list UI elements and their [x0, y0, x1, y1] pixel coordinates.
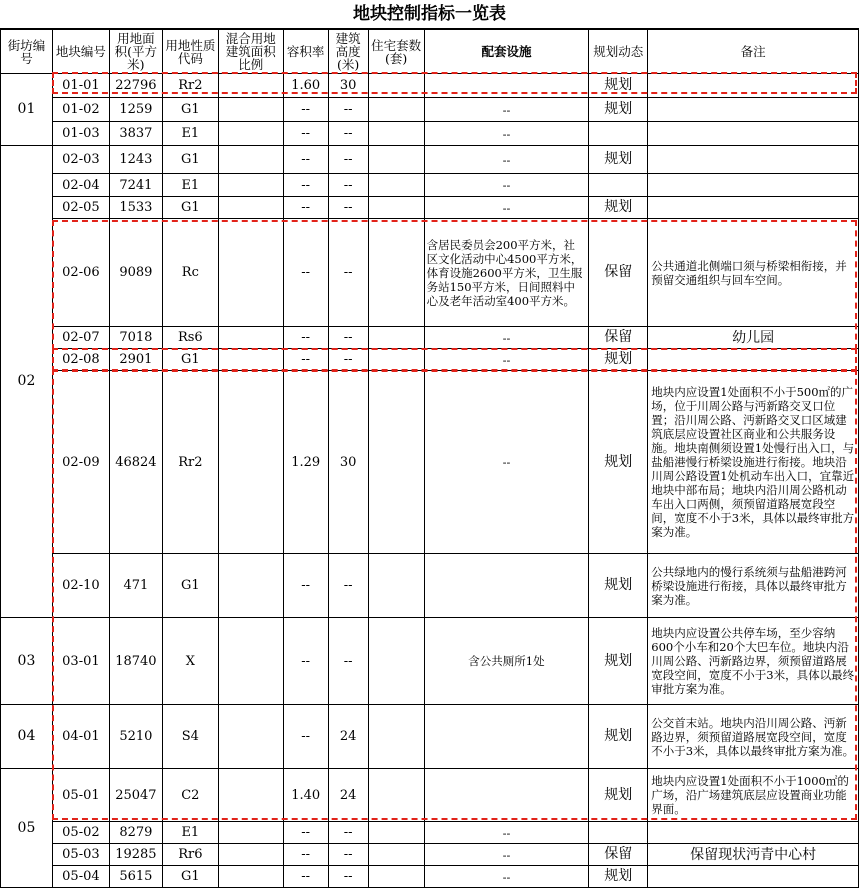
cell-facilities: -- [424, 371, 589, 554]
cell-facilities: -- [424, 327, 589, 349]
cell-height: -- [328, 822, 368, 844]
cell-plot-id: 01-01 [52, 74, 109, 98]
cell-housing-units [368, 146, 424, 174]
cell-area: 22796 [109, 74, 162, 98]
cell-housing-units [368, 554, 424, 618]
cell-use-code: G1 [162, 146, 218, 174]
table-row [1, 705, 859, 769]
block-id: 05 [1, 769, 53, 888]
cell-mix-ratio [218, 371, 283, 554]
cell-mix-ratio [218, 219, 283, 327]
cell-far: -- [283, 866, 328, 888]
cell-housing-units [368, 769, 424, 822]
cell-facilities: -- [424, 98, 589, 122]
cell-mix-ratio [218, 327, 283, 349]
cell-facilities: 含居民委员会200平方米，社区文化活动中心4500平方米，体育设施2600平方米，卫生服务站150平方米，日间照料中心及老年活动室400平方米。 [424, 219, 589, 327]
col-header-area: 用地面积(平方米) [109, 30, 162, 74]
cell-facilities: -- [424, 822, 589, 844]
cell-far: -- [283, 174, 328, 197]
cell-status [589, 822, 648, 844]
cell-housing-units [368, 197, 424, 219]
cell-area: 1533 [109, 197, 162, 219]
table-row [1, 122, 859, 146]
cell-use-code: Rc [162, 219, 218, 327]
cell-far: 1.60 [283, 74, 328, 98]
table-row [1, 327, 859, 349]
table-row [1, 371, 859, 554]
table-body [1, 74, 859, 888]
cell-use-code: G1 [162, 554, 218, 618]
block-id: 03 [1, 618, 53, 705]
cell-area: 5615 [109, 866, 162, 888]
cell-far: -- [283, 705, 328, 769]
cell-status: 规划 [589, 349, 648, 371]
cell-mix-ratio [218, 74, 283, 98]
table-row [1, 219, 859, 327]
block-id: 04 [1, 705, 53, 769]
table-row [1, 554, 859, 618]
col-header-status: 规划动态 [589, 30, 648, 74]
cell-height: -- [328, 122, 368, 146]
cell-status: 规划 [589, 98, 648, 122]
cell-facilities: -- [424, 174, 589, 197]
cell-facilities: -- [424, 844, 589, 866]
table-row [1, 822, 859, 844]
cell-housing-units [368, 844, 424, 866]
cell-status: 规划 [589, 197, 648, 219]
cell-far: 1.29 [283, 371, 328, 554]
cell-use-code: Rr2 [162, 371, 218, 554]
cell-height: -- [328, 866, 368, 888]
cell-mix-ratio [218, 98, 283, 122]
col-header-notes: 备注 [648, 30, 859, 74]
header-row [1, 30, 859, 74]
cell-far: -- [283, 146, 328, 174]
block-id: 02 [1, 146, 53, 618]
cell-height: 24 [328, 705, 368, 769]
table-row [1, 618, 859, 705]
cell-mix-ratio [218, 122, 283, 146]
cell-status: 规划 [589, 769, 648, 822]
cell-plot-id: 05-01 [52, 769, 109, 822]
cell-mix-ratio [218, 618, 283, 705]
cell-housing-units [368, 371, 424, 554]
cell-use-code: E1 [162, 174, 218, 197]
cell-height: -- [328, 844, 368, 866]
cell-housing-units [368, 74, 424, 98]
cell-note: 保留现状沔青中心村 [648, 844, 859, 866]
cell-area: 471 [109, 554, 162, 618]
cell-note [648, 146, 859, 174]
cell-far: -- [283, 197, 328, 219]
cell-housing-units [368, 122, 424, 146]
col-header-block: 街坊编号 [1, 30, 53, 74]
block-id: 01 [1, 74, 53, 146]
cell-mix-ratio [218, 705, 283, 769]
cell-use-code: X [162, 618, 218, 705]
cell-facilities [424, 74, 589, 98]
cell-note [648, 866, 859, 888]
cell-mix-ratio [218, 197, 283, 219]
cell-far: -- [283, 327, 328, 349]
cell-use-code: G1 [162, 197, 218, 219]
cell-status: 规划 [589, 554, 648, 618]
cell-use-code: G1 [162, 98, 218, 122]
cell-area: 1243 [109, 146, 162, 174]
cell-facilities: -- [424, 197, 589, 219]
cell-note [648, 174, 859, 197]
cell-area: 1259 [109, 98, 162, 122]
cell-area: 3837 [109, 122, 162, 146]
cell-height: -- [328, 349, 368, 371]
cell-note: 地块内应设置公共停车场，至少容纳600个小车和20个大巴车位。地块内沿川周公路、沔新路边界，须预留道路展宽段空间，宽度不小于3米，具体以最终审批方案为准。 [648, 618, 859, 705]
cell-use-code: G1 [162, 349, 218, 371]
cell-facilities: -- [424, 866, 589, 888]
cell-status: 规划 [589, 371, 648, 554]
cell-height: 30 [328, 371, 368, 554]
table-row [1, 74, 859, 98]
table-row [1, 98, 859, 122]
cell-far: -- [283, 122, 328, 146]
table-row [1, 769, 859, 822]
cell-mix-ratio [218, 866, 283, 888]
cell-note: 公共绿地内的慢行系统须与盐船港跨河桥梁设施进行衔接，具体以最终审批方案为准。 [648, 554, 859, 618]
cell-far: -- [283, 618, 328, 705]
cell-plot-id: 02-04 [52, 174, 109, 197]
cell-area: 7241 [109, 174, 162, 197]
cell-far: -- [283, 349, 328, 371]
cell-note [648, 98, 859, 122]
col-header-height: 建筑高度(米) [328, 30, 368, 74]
table-row [1, 174, 859, 197]
cell-housing-units [368, 822, 424, 844]
cell-plot-id: 05-03 [52, 844, 109, 866]
cell-far: -- [283, 219, 328, 327]
cell-far: -- [283, 554, 328, 618]
cell-use-code: E1 [162, 822, 218, 844]
cell-status: 规划 [589, 146, 648, 174]
cell-height: -- [328, 618, 368, 705]
cell-height: 24 [328, 769, 368, 822]
cell-mix-ratio [218, 174, 283, 197]
cell-note [648, 74, 859, 98]
cell-use-code: G1 [162, 866, 218, 888]
col-header-use: 用地性质代码 [162, 30, 218, 74]
cell-plot-id: 02-08 [52, 349, 109, 371]
cell-area: 2901 [109, 349, 162, 371]
cell-note: 公共通道北侧端口须与桥梁相衔接，并预留交通组织与回车空间。 [648, 219, 859, 327]
cell-use-code: C2 [162, 769, 218, 822]
cell-housing-units [368, 349, 424, 371]
cell-far: -- [283, 822, 328, 844]
cell-status: 保留 [589, 327, 648, 349]
cell-note: 幼儿园 [648, 327, 859, 349]
cell-use-code: Rr6 [162, 844, 218, 866]
cell-plot-id: 02-07 [52, 327, 109, 349]
cell-facilities [424, 554, 589, 618]
cell-area: 5210 [109, 705, 162, 769]
cell-area: 9089 [109, 219, 162, 327]
control-index-table [0, 29, 859, 888]
cell-facilities: -- [424, 349, 589, 371]
cell-mix-ratio [218, 349, 283, 371]
cell-plot-id: 04-01 [52, 705, 109, 769]
col-header-units: 住宅套数(套) [368, 30, 424, 74]
cell-facilities: 含公共厕所1处 [424, 618, 589, 705]
cell-housing-units [368, 98, 424, 122]
cell-height: -- [328, 174, 368, 197]
cell-mix-ratio [218, 844, 283, 866]
cell-housing-units [368, 327, 424, 349]
cell-note [648, 122, 859, 146]
table-row [1, 866, 859, 888]
cell-status: 规划 [589, 74, 648, 98]
cell-plot-id: 01-02 [52, 98, 109, 122]
cell-height: -- [328, 98, 368, 122]
cell-mix-ratio [218, 822, 283, 844]
cell-far: 1.40 [283, 769, 328, 822]
cell-area: 46824 [109, 371, 162, 554]
cell-note: 地块内应设置1处面积不小于500㎡的广场，位于川周公路与沔新路交叉口位置；沿川周公路、沔新路交叉口区域建筑底层应设置社区商业和公共服务设施。地块南侧须设置1处慢行出入口，与盐船港慢行桥梁设施进行衔接。地块沿川周公路设置1处机动车出入口，宜靠近地块中部布局；地块内沿川周公路机动车出入口两侧，须预留道路展宽段空间，宽度不小于3米，具体以最终审批方案为准。 [648, 371, 859, 554]
cell-far: -- [283, 844, 328, 866]
cell-mix-ratio [218, 146, 283, 174]
cell-housing-units [368, 219, 424, 327]
cell-facilities: -- [424, 122, 589, 146]
cell-status [589, 174, 648, 197]
cell-plot-id: 03-01 [52, 618, 109, 705]
cell-status: 规划 [589, 866, 648, 888]
cell-status [589, 122, 648, 146]
cell-housing-units [368, 174, 424, 197]
cell-note [648, 349, 859, 371]
cell-height: -- [328, 554, 368, 618]
cell-height: -- [328, 197, 368, 219]
cell-height: 30 [328, 74, 368, 98]
cell-status: 规划 [589, 705, 648, 769]
cell-plot-id: 02-03 [52, 146, 109, 174]
cell-height: -- [328, 146, 368, 174]
cell-housing-units [368, 866, 424, 888]
cell-plot-id: 01-03 [52, 122, 109, 146]
cell-plot-id: 05-04 [52, 866, 109, 888]
col-header-far: 容积率 [283, 30, 328, 74]
cell-status: 规划 [589, 618, 648, 705]
cell-note [648, 822, 859, 844]
cell-use-code: Rs6 [162, 327, 218, 349]
cell-note: 地块内应设置1处面积不小于1000㎡的广场，沿广场建筑底层应设置商业功能界面。 [648, 769, 859, 822]
cell-area: 19285 [109, 844, 162, 866]
table-row [1, 349, 859, 371]
col-header-plot: 地块编号 [52, 30, 109, 74]
cell-area: 7018 [109, 327, 162, 349]
table-row [1, 146, 859, 174]
cell-status: 保留 [589, 844, 648, 866]
col-header-facilities: 配套设施 [424, 30, 589, 74]
cell-plot-id: 02-06 [52, 219, 109, 327]
cell-housing-units [368, 618, 424, 705]
cell-use-code: Rr2 [162, 74, 218, 98]
col-header-mix: 混合用地建筑面积比例 [218, 30, 283, 74]
table-row [1, 197, 859, 219]
cell-height: -- [328, 219, 368, 327]
cell-facilities [424, 705, 589, 769]
cell-area: 8279 [109, 822, 162, 844]
cell-plot-id: 02-10 [52, 554, 109, 618]
table-title: 地块控制指标一览表 [0, 0, 859, 29]
cell-facilities: -- [424, 146, 589, 174]
cell-mix-ratio [218, 769, 283, 822]
cell-plot-id: 02-05 [52, 197, 109, 219]
cell-facilities [424, 769, 589, 822]
cell-note: 公交首末站。地块内沿川周公路、沔新路边界，须预留道路展宽段空间，宽度不小于3米，具体以最终审批方案为准。 [648, 705, 859, 769]
cell-height: -- [328, 327, 368, 349]
cell-use-code: S4 [162, 705, 218, 769]
cell-mix-ratio [218, 554, 283, 618]
table-row [1, 844, 859, 866]
cell-area: 18740 [109, 618, 162, 705]
cell-housing-units [368, 705, 424, 769]
cell-note [648, 197, 859, 219]
cell-use-code: E1 [162, 122, 218, 146]
cell-status: 保留 [589, 219, 648, 327]
cell-area: 25047 [109, 769, 162, 822]
cell-plot-id: 02-09 [52, 371, 109, 554]
cell-far: -- [283, 98, 328, 122]
cell-plot-id: 05-02 [52, 822, 109, 844]
